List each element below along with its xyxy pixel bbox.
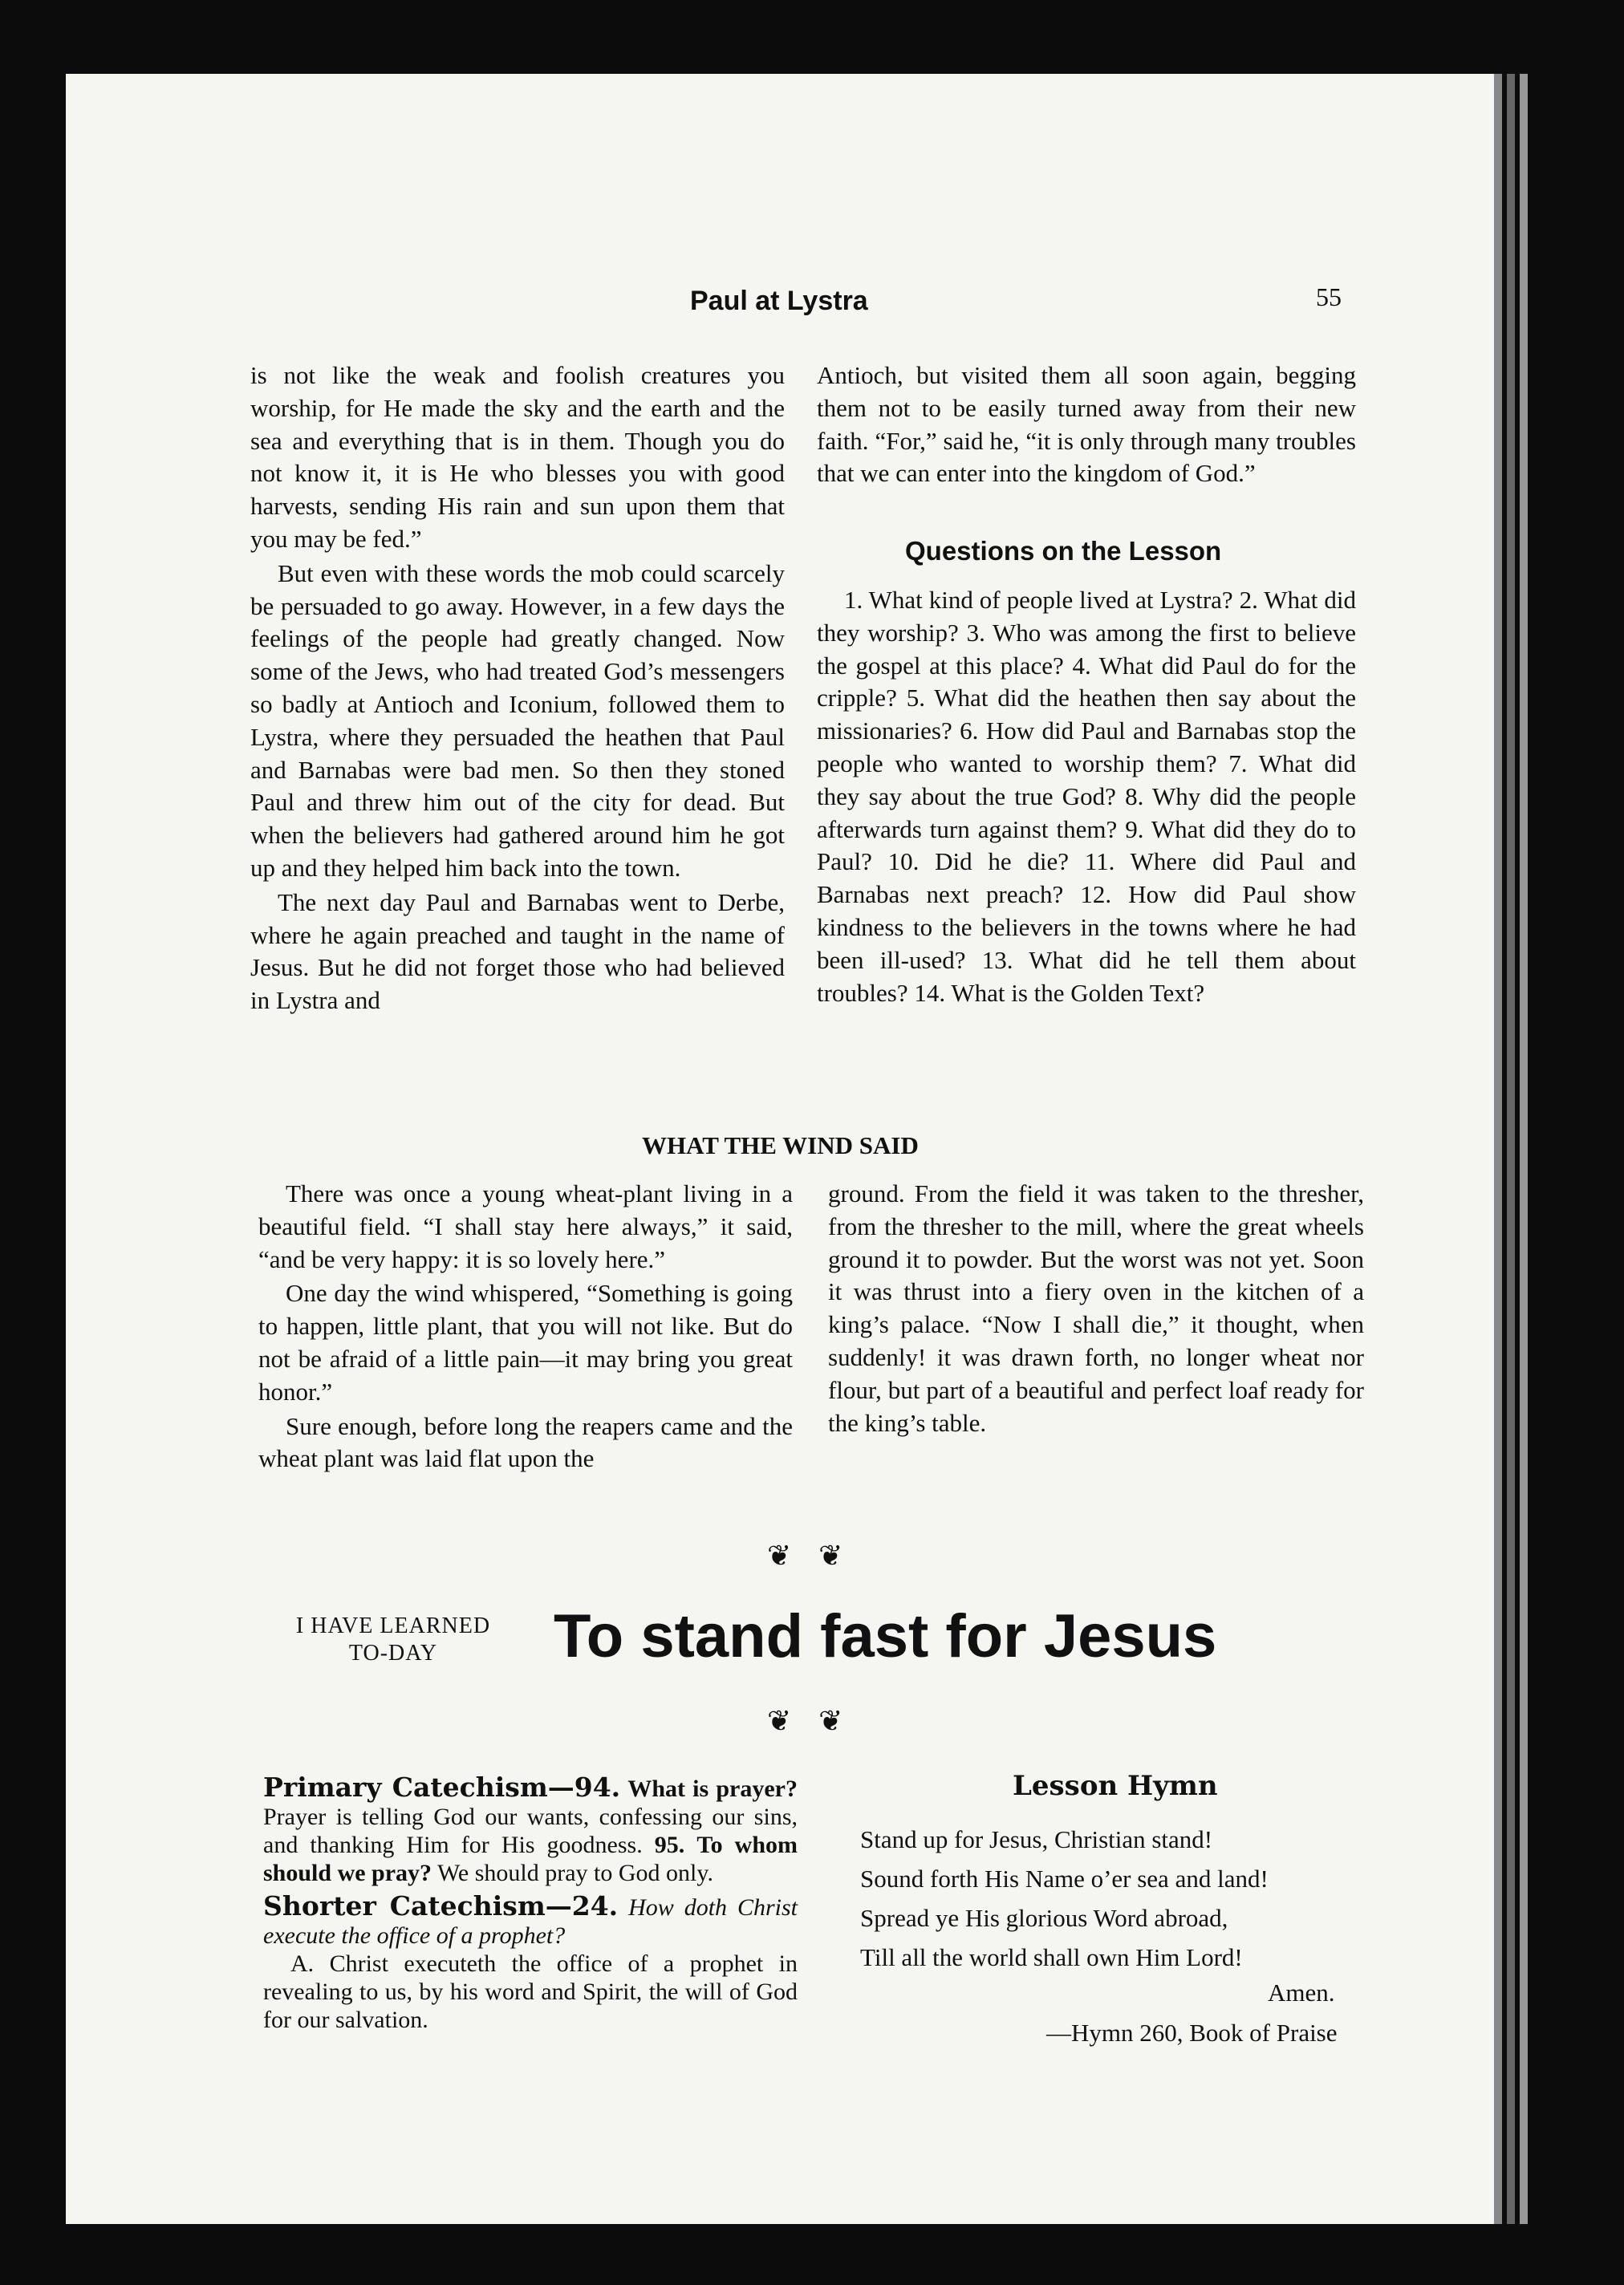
story-heading: WHAT THE WIND SAID: [642, 1131, 919, 1159]
learned-label-line: I HAVE LEARNED: [295, 1613, 491, 1638]
shorter-question: How doth Christ execute the office of a prophet?: [263, 1894, 798, 1949]
learned-text: To stand fast for Jesus: [554, 1602, 1217, 1670]
hymn-line: Till all the world shall own Him Lord!: [860, 1943, 1243, 1971]
page-edge: [1520, 74, 1528, 2224]
leaf-ornament-icon: ❦❦: [767, 1705, 871, 1737]
story-paragraph: ground. From the field it was taken to the thresher, from the thresher to the mill, where the great wheels ground it to powder. But the worst was not yet. Soon it was thrust into a fiery oven in the kitchen of a king’s palace. “Now I shall die,” it thought, when suddenly! it was drawn forth, no longer wheat nor flour, but part of a beautiful and perfect loaf ready for the king’s table.: [828, 1179, 1364, 1437]
primary-question: What is prayer?: [627, 1776, 798, 1802]
story-paragraph: There was once a young wheat-plant living in a beautiful field. “I shall stay here always,” it said, “and be very happy: it is so lovely here.”: [258, 1179, 793, 1273]
story-left-column: [258, 1178, 793, 1475]
questions-list: [817, 584, 1356, 1009]
story-right-column: [828, 1178, 1364, 1439]
article-paragraph: The next day Paul and Barnabas went to Derbe, where he again preached and taught in the name of Jesus. But he did not forget those who had believed in Lystra and: [250, 887, 785, 1015]
story-paragraph: Sure enough, before long the reapers came and the wheat plant was laid flat upon the: [258, 1411, 793, 1473]
article-paragraph: Antioch, but visited them all soon again, begging them not to be easily turned away from their new faith. “For,” said he, “it is only through many troubles that we can enter into the kingdom of God.”: [817, 361, 1356, 488]
page-edge: [1507, 74, 1515, 2224]
article-left-column: [250, 359, 785, 1017]
article-right-column: [817, 359, 1356, 490]
catechism-block: [263, 1773, 798, 2034]
article-paragraph: is not like the weak and foolish creatures you worship, for He made the sky and the earth and the sea and everything that is in them. Though you do not know it, it is He who blesses you with good harvests, sending His rain and sun upon them that you may be fed.”: [250, 361, 785, 553]
leaf-ornament-icon: ❦❦: [767, 1540, 871, 1572]
primary-question: To whom should we pray?: [263, 1832, 798, 1886]
questions-text: 1. What kind of people lived at Lystra? 2. What did they worship? 3. Who was among the first to believe the gospel at this place? 4. What did Paul do for the cripple? 5. What did the heathen then say about the missionaries? 6. How did Paul and Barnabas stop the people who wanted to worship them? 7. What did they say about the true God? 8. Why did the people afterwards turn against them? 9. What did they do to Paul? 10. Did he die? 11. Where did Paul and Barnabas next preach? 12. How did Paul show kindness to the believers in the towns where he had been ill-used? 13. What did he tell them about troubles? 14. What is the Golden Text?: [817, 586, 1356, 1007]
page-number: 55: [1316, 282, 1342, 311]
learned-label: [257, 1613, 530, 1667]
learned-label-line: TO-DAY: [348, 1641, 438, 1666]
questions-heading: Questions on the Lesson: [905, 536, 1222, 566]
hymn-source: —Hymn 260, Book of Praise: [1046, 2019, 1338, 2047]
primary-question-number: 95.: [654, 1832, 685, 1858]
story-paragraph: One day the wind whispered, “Something is going to happen, little plant, that you will not like. But do not be afraid of a little pain—it may bring you great honor.”: [258, 1279, 793, 1406]
hymn-line: Sound forth His Name o’er sea and land!: [860, 1865, 1269, 1893]
shorter-catechism: [263, 1892, 798, 1950]
shorter-answer: A. Christ executeth the office of a prophet in revealing to us, by his word and Spirit, the will of God for our salvation.: [263, 1950, 798, 2033]
primary-catechism-title: Primary Catechism—94.: [263, 1772, 621, 1803]
hymn-line: Stand up for Jesus, Christian stand!: [860, 1825, 1213, 1853]
primary-catechism: [263, 1773, 798, 1887]
running-title: Paul at Lystra: [690, 286, 868, 316]
hymn-title: Lesson Hymn: [1013, 1770, 1218, 1802]
hymn-line: Spread ye His glorious Word abroad,: [860, 1904, 1228, 1932]
hymn-lines: [860, 1820, 1269, 1977]
page-edge: [1494, 74, 1502, 2224]
article-paragraph: But even with these words the mob could scarcely be persuaded to go away. However, in a few days the feelings of the people had greatly changed. Now some of the Jews, who had treated God’s messengers so badly at Antioch and Iconium, followed them to Lystra, where they persuaded the heathen that Paul and Barnabas were bad men. So then they stoned Paul and threw him out of the city for dead. But when the believers had gathered around him he got up and they helped him back into the town.: [250, 558, 785, 882]
primary-answer: Prayer is telling God our wants, confessing our sins, and thanking Him for His goodness.: [263, 1804, 798, 1858]
primary-answer: We should pray to God only.: [437, 1860, 713, 1886]
hymn-amen: Amen.: [1268, 1979, 1335, 2007]
shorter-catechism-title: Shorter Catechism—24.: [263, 1890, 619, 1922]
